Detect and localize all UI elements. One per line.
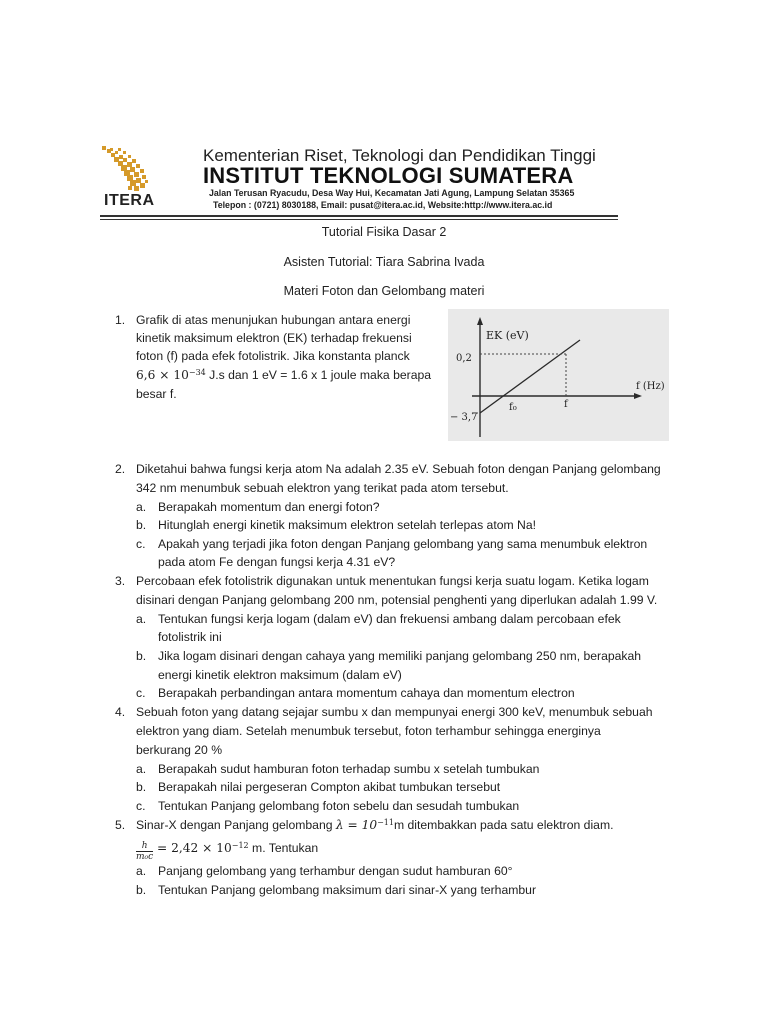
lambda-equation: λ = 10 xyxy=(335,818,378,832)
header-divider-thin xyxy=(100,219,618,220)
q5b-label: b. xyxy=(136,883,147,897)
q5a-label: a. xyxy=(136,864,147,878)
q3-number: 3. xyxy=(115,574,126,588)
f0-label: f₀ xyxy=(509,402,517,413)
q5-line-post: m ditembakkan pada satu elektron diam. xyxy=(393,818,614,832)
course-title: Tutorial Fisika Dasar 2 xyxy=(321,225,447,239)
y-axis-arrow xyxy=(477,317,483,325)
q3b-text: energi kinetik elektron maksimum (dalam eV) xyxy=(158,668,402,682)
logo-text: ITERA xyxy=(104,192,155,209)
x-axis-arrow xyxy=(634,393,642,399)
compton-exponent: −12 xyxy=(231,841,249,850)
f-label: f xyxy=(564,399,568,410)
q1-line-rest: J.s dan 1 eV = 1.6 x 1 joule maka berapa xyxy=(205,368,432,382)
institute-contact: Telepon : (0721) 8030188, Email: pusat@itera.ac.id, Website:http://www.itera.ac.id xyxy=(213,200,553,210)
q4-line: Sebuah foton yang datang sejajar sumbu x dan mempunyai energi 300 keV, menumbuk sebuah xyxy=(136,705,653,719)
q3a-text: fotolistrik ini xyxy=(158,630,222,644)
q1-line: Grafik di atas menunjukan hubungan antara energi xyxy=(136,313,411,327)
q2a-text: Berapakah momentum dan energi foton? xyxy=(158,500,380,514)
topic-title: Materi Foton dan Gelombang materi xyxy=(283,284,485,298)
q5-line xyxy=(136,840,318,862)
lambda-exponent: −11 xyxy=(377,818,394,827)
q5a-text: Panjang gelombang yang terhambur dengan sudut hamburan 60° xyxy=(158,864,513,878)
q2-number: 2. xyxy=(115,462,126,476)
q1-line: foton (f) pada efek fotolistrik. Jika konstanta planck xyxy=(136,349,410,363)
planck-constant: 6,6 × 10 xyxy=(136,368,189,382)
fraction-numerator: h xyxy=(136,841,153,852)
q4c-label: c. xyxy=(136,799,146,813)
q1-number: 1. xyxy=(115,313,126,327)
q4a-label: a. xyxy=(136,762,147,776)
q4b-text: Berapakah nilai pergeseran Compton akibat tumbukan tersebut xyxy=(158,780,501,794)
x-axis-label: f (Hz) xyxy=(636,381,665,392)
q4c-text: Tentukan Panjang gelombang foton sebelu dan sesudah tumbukan xyxy=(158,799,520,813)
q4-line: berkurang 20 % xyxy=(136,743,223,757)
q5-number: 5. xyxy=(115,818,126,832)
q4b-label: b. xyxy=(136,780,147,794)
q3-line: Percobaan efek fotolistrik digunakan untuk menentukan fungsi kerja suatu logam. Ketika logam xyxy=(136,574,649,588)
assistant-name: Asisten Tutorial: Tiara Sabrina Ivada xyxy=(283,255,485,269)
q4a-text: Berapakah sudut hamburan foton terhadap sumbu x setelah tumbukan xyxy=(158,762,540,776)
q1-line: kinetik maksimum elektron (EK) terhadap frekuensi xyxy=(136,331,412,345)
q5-line-pre: Sinar-X dengan Panjang gelombang xyxy=(136,818,336,832)
q5b-text: Tentukan Panjang gelombang maksimum dari sinar-X yang terhambur xyxy=(158,883,537,897)
q2b-label: b. xyxy=(136,518,147,532)
institute-address: Jalan Terusan Ryacudu, Desa Way Hui, Kecamatan Jati Agung, Lampung Selatan 35365 xyxy=(209,188,575,198)
ministry-name: Kementerian Riset, Teknologi dan Pendidikan Tinggi xyxy=(203,146,596,165)
y-tick-negative: − 3,7 xyxy=(450,412,478,423)
q2c-label: c. xyxy=(136,537,146,551)
y-axis-label: EK (eV) xyxy=(486,329,529,342)
q3c-text: Berapakah perbandingan antara momentum cahaya dan momentum electron xyxy=(158,686,575,700)
header-divider xyxy=(100,215,618,217)
compton-fraction xyxy=(136,841,153,862)
compton-value: = 2,42 × 10 xyxy=(153,841,232,855)
y-tick-positive: 0,2 xyxy=(456,353,472,364)
q2-line: 342 nm menumbuk sebuah elektron yang terikat pada atom tersebut. xyxy=(136,481,509,495)
fraction-denominator: m₀c xyxy=(136,852,154,862)
q3c-label: c. xyxy=(136,686,146,700)
q3-line: disinari dengan Panjang gelombang 200 nm, potensial penghenti yang diperlukan adalah 1.99 V. xyxy=(136,593,658,607)
q4-line: elektron yang diam. Setelah menumbuk tersebut, foton terhambur sehingga energinya xyxy=(136,724,601,738)
q5-line xyxy=(136,817,613,833)
q4-number: 4. xyxy=(115,705,126,719)
q1-line xyxy=(136,367,431,383)
planck-exponent: −34 xyxy=(188,368,206,377)
q3a-label: a. xyxy=(136,612,147,626)
q2c-text: Apakah yang terjadi jika foton dengan Panjang gelombang yang sama menumbuk elektron xyxy=(158,537,648,551)
q5-line-post: m. Tentukan xyxy=(248,841,319,855)
q2b-text: Hitunglah energi kinetik maksimum elektron setelah terlepas atom Na! xyxy=(158,518,536,532)
q3b-text: Jika logam disinari dengan cahaya yang memiliki panjang gelombang 250 nm, berapakah xyxy=(158,649,642,663)
q3b-label: b. xyxy=(136,649,147,663)
q2c-text: pada atom Fe dengan fungsi kerja 4.31 eV? xyxy=(158,555,396,569)
q3a-text: Tentukan fungsi kerja logam (dalam eV) dan frekuensi ambang dalam percobaan efek xyxy=(158,612,621,626)
ek-vs-frequency-graph xyxy=(448,309,669,441)
q1-line: besar f. xyxy=(136,387,177,401)
institute-name: INSTITUT TEKNOLOGI SUMATERA xyxy=(203,163,574,188)
q2a-label: a. xyxy=(136,500,147,514)
q2-line: Diketahui bahwa fungsi kerja atom Na adalah 2.35 eV. Sebuah foton dengan Panjang gelombang xyxy=(136,462,661,476)
